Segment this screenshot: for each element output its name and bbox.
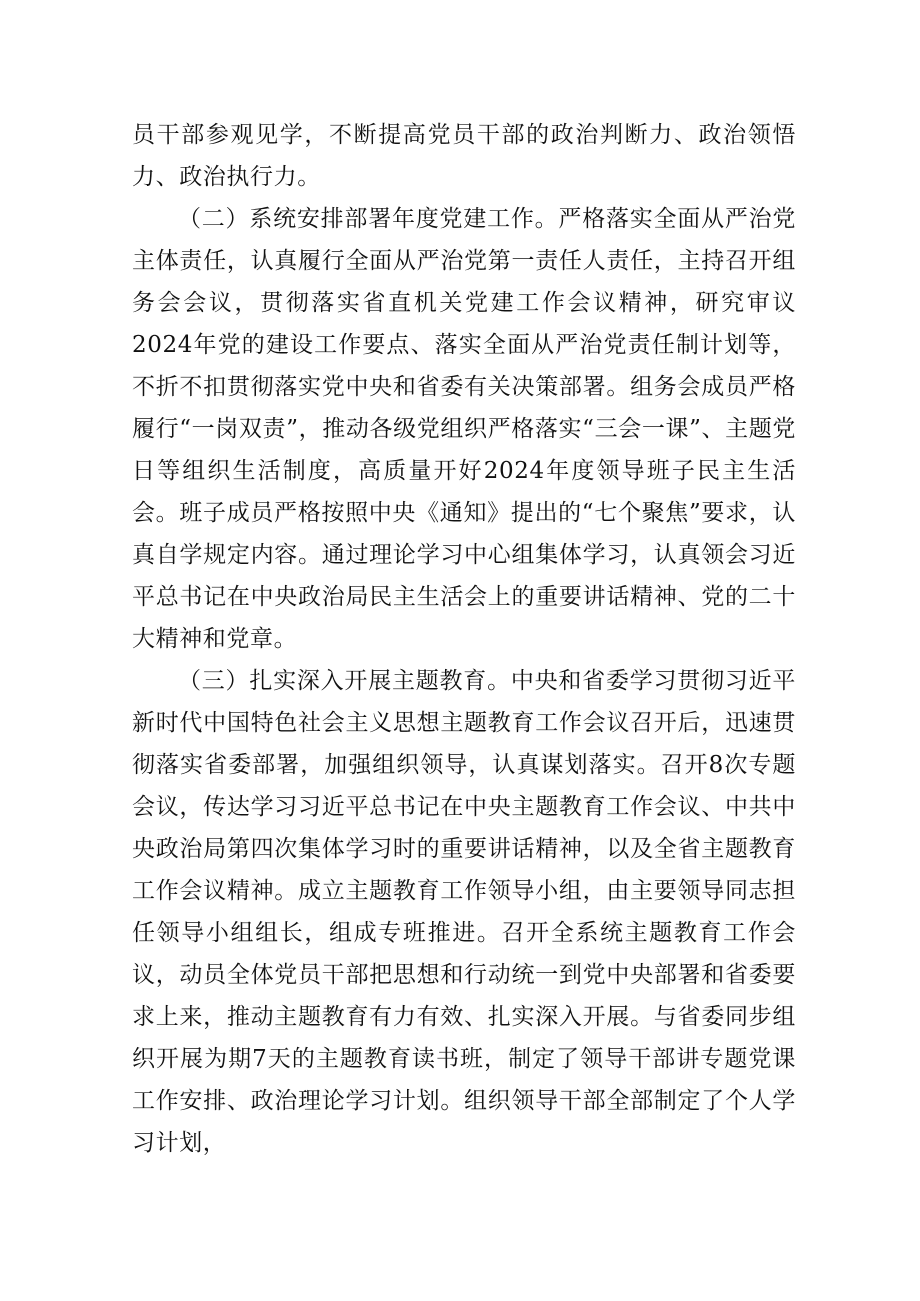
section-heading: （三）扎实深入开展主题教育。 [178, 668, 511, 694]
paragraph-text: 员干部参观见学，不断提高党员干部的政治判断力、政治领悟力、政治执行力。 [132, 122, 796, 190]
document-body [132, 114, 796, 1164]
paragraph-section-3 [132, 660, 796, 1164]
paragraph-section-2 [132, 198, 796, 660]
paragraph-text: 严格落实全面从严治党主体责任，认真履行全面从严治党第一责任人责任，主持召开组务会会议，贯彻落实省直机关党建工作会议精神，研究审议2024年党的建设工作要点、落实全面从严治党责任制计划等，不折不扣贯彻落实党中央和省委有关决策部署。组务会成员严格履行“一岗双责”，推动各级党组织严格落实“三会一课”、主题党日等组织生活制度，高质量开好2024年度领导班子民主生活会。班子成员严格按照中央《通知》提出的“七个聚焦”要求，认真自学规定内容。通过理论学习中心组集体学习，认真领会习近平总书记在中央政治局民主生活会上的重要讲话精神、党的二十大精神和党章。 [132, 206, 797, 652]
section-heading: （二）系统安排部署年度党建工作。 [178, 206, 559, 232]
paragraph-continuation [132, 114, 796, 198]
paragraph-text: 中央和省委学习贯彻习近平新时代中国特色社会主义思想主题教育工作会议召开后，迅速贯彻落实省委部署，加强组织领导，认真谋划落实。召开8次专题会议，传达学习习近平总书记在中央主题教育工作会议、中共中央政治局第四次集体学习时的重要讲话精神，以及全省主题教育工作会议精神。成立主题教育工作领导小组，由主要领导同志担任领导小组组长，组成专班推进。召开全系统主题教育工作会议，动员全体党员干部把思想和行动统一到党中央部署和省委要求上来，推动主题教育有力有效、扎实深入开展。与省委同步组织开展为期7天的主题教育读书班，制定了领导干部讲专题党课工作安排、政治理论学习计划。组织领导干部全部制定了个人学习计划， [132, 668, 796, 1156]
